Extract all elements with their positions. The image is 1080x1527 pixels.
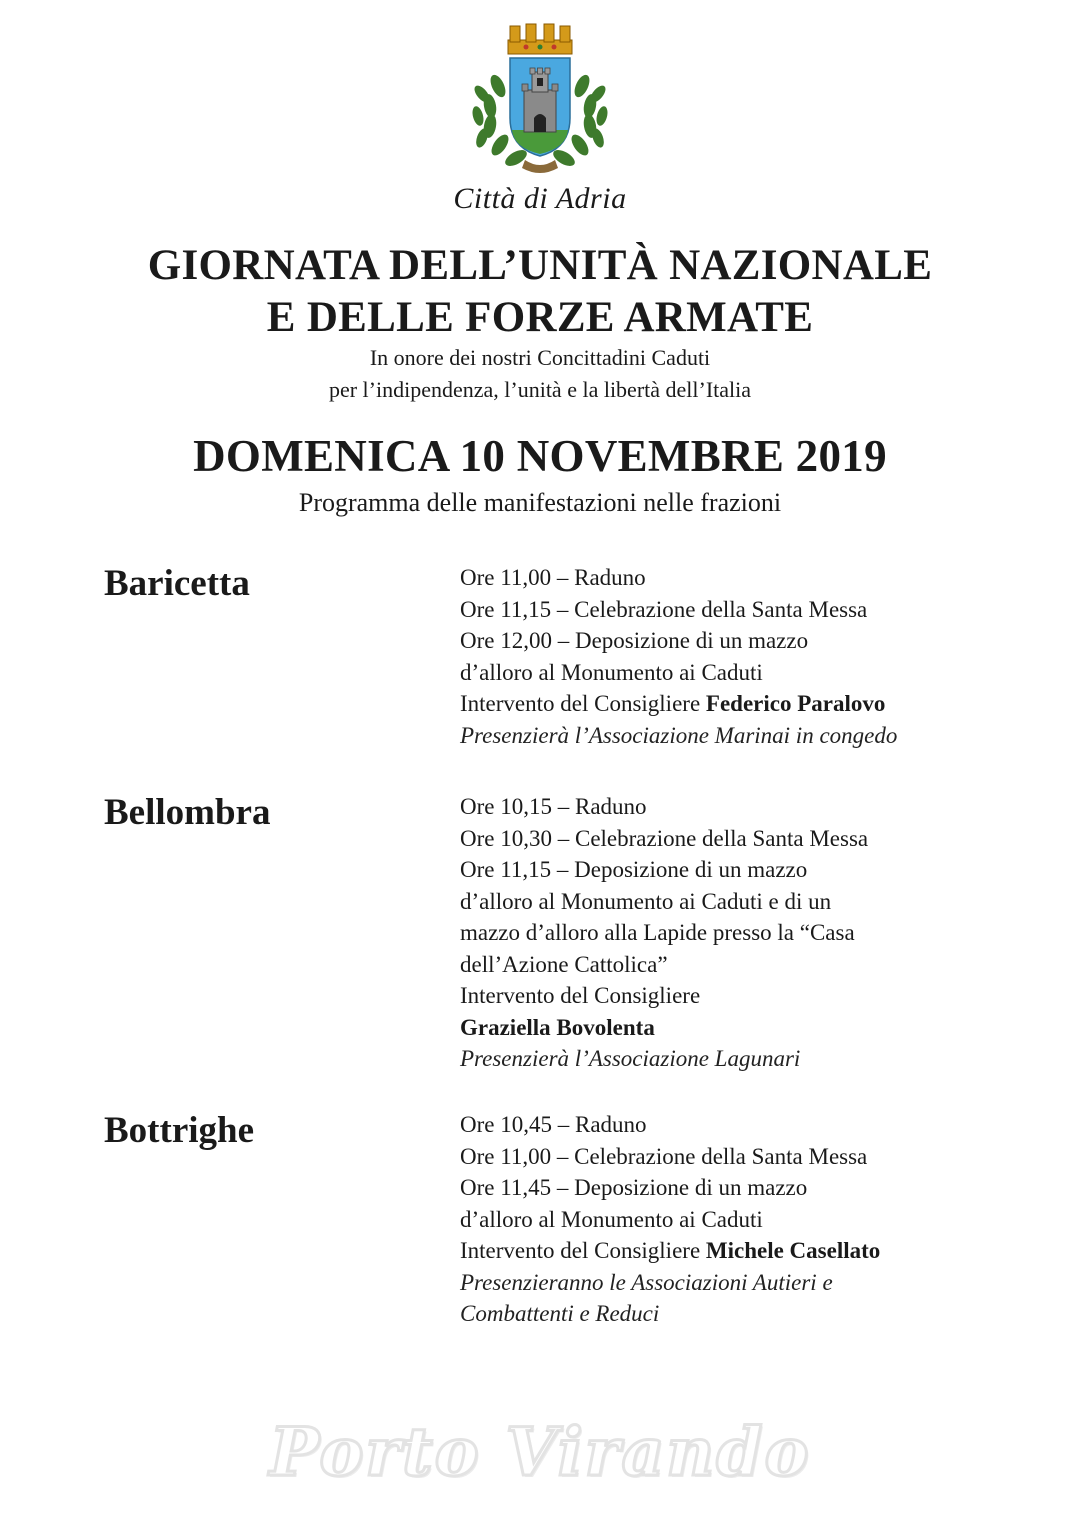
schedule-line: Ore 12,00 – Deposizione di un mazzo bbox=[460, 628, 809, 653]
place-name: Baricetta bbox=[104, 563, 250, 604]
schedule-line: Ore 11,45 – Deposizione di un mazzo bbox=[460, 1175, 808, 1200]
schedule-line: Ore 10,45 – Raduno bbox=[460, 1112, 647, 1137]
schedule-line: Ore 11,15 – Celebrazione della Santa Messa bbox=[460, 596, 868, 622]
speaker-name: Federico Paralovo bbox=[705, 691, 886, 716]
schedule-line: Ore 10,30 – Celebrazione della Santa Messa bbox=[460, 825, 869, 851]
dedication-line-2: per l’indipendenza, l’unità e la libertà dell’Italia bbox=[328, 377, 752, 402]
association-note: Combattenti e Reduci bbox=[460, 1301, 660, 1326]
schedule-lines bbox=[460, 1109, 1020, 1330]
schedule-lines bbox=[460, 791, 1020, 1075]
dedication bbox=[0, 342, 1080, 406]
schedule-line: Ore 11,00 – Celebrazione della Santa Messa bbox=[460, 1143, 868, 1169]
schedule-line: d’alloro al Monumento ai Caduti e di un bbox=[460, 888, 832, 914]
schedule-lines bbox=[460, 562, 1020, 751]
place-name: Bellombra bbox=[104, 792, 271, 833]
speaker-name: Graziella Bovolenta bbox=[460, 1014, 655, 1040]
schedule-line: Ore 11,00 – Raduno bbox=[460, 565, 646, 590]
event-date: DOMENICA 10 NOVEMBRE 2019 bbox=[193, 431, 887, 481]
speaker-name: Michele Casellato bbox=[705, 1238, 881, 1263]
speaker-line bbox=[460, 688, 1020, 720]
schedule-line: d’alloro al Monumento ai Caduti bbox=[460, 1206, 763, 1232]
watermark: Porto Virando bbox=[269, 1413, 811, 1491]
title-line-2: E DELLE FORZE ARMATE bbox=[266, 294, 814, 341]
schedule-line: mazzo d’alloro alla Lapide presso la “Casa bbox=[460, 920, 855, 945]
schedule-line: Ore 11,15 – Deposizione di un mazzo bbox=[460, 857, 808, 882]
dedication-line-1: In onore dei nostri Concittadini Caduti bbox=[369, 345, 711, 370]
city-name: Città di Adria bbox=[453, 182, 627, 215]
association-note: Presenzieranno le Associazioni Autieri e bbox=[460, 1269, 833, 1295]
title-line-1: GIORNATA DELL’UNITÀ NAZIONALE bbox=[147, 242, 933, 289]
schedule-line: Intervento del Consigliere bbox=[460, 983, 701, 1008]
schedule-line: d’alloro al Monumento ai Caduti bbox=[460, 659, 763, 685]
program-heading: Programma delle manifestazioni nelle frazioni bbox=[298, 488, 782, 517]
association-note: Presenzierà l’Associazione Marinai in congedo bbox=[460, 722, 898, 748]
coat-of-arms-icon bbox=[470, 18, 610, 178]
page-title bbox=[0, 240, 1080, 344]
place-name: Bottrighe bbox=[104, 1110, 255, 1151]
schedule-line: dell’Azione Cattolica” bbox=[460, 951, 668, 977]
speaker-line bbox=[460, 1235, 1020, 1267]
speaker-prefix: Intervento del Consigliere bbox=[460, 691, 706, 716]
speaker-prefix: Intervento del Consigliere bbox=[460, 1238, 706, 1263]
schedule-line: Ore 10,15 – Raduno bbox=[460, 794, 647, 819]
association-note: Presenzierà l’Associazione Lagunari bbox=[460, 1046, 801, 1071]
